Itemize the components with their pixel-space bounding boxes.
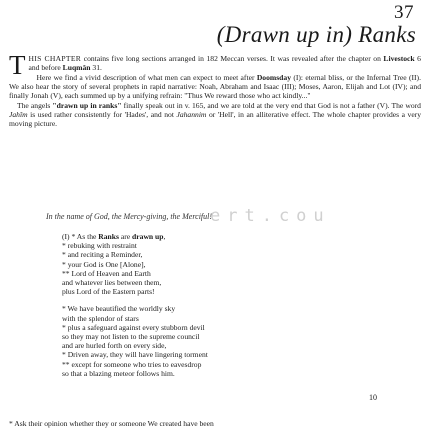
drop-cap: T <box>9 50 26 80</box>
verse-line: * We have beautified the worldly sky <box>62 304 176 314</box>
verse-line: so they may not listen to the supreme council <box>62 332 200 342</box>
verse-line-1: (I) * As the Ranks are drawn up, <box>62 232 166 241</box>
invocation-line: In the name of God, the Mercy-giving, the Merciful! <box>46 212 213 221</box>
verse-line: with the splendor of stars <box>62 313 139 323</box>
verse-number-marker: 10 <box>369 393 377 402</box>
verse-line: ** except for someone who tries to eavesdrop <box>62 359 202 369</box>
verse-line: * plus a safeguard against every stubborn devil <box>62 322 205 332</box>
footnote: * Ask their opinion whether they or someone We created have been <box>9 419 214 428</box>
verse-line: * rebuking with restraint <box>62 241 137 251</box>
verse-line: plus Lord of the Eastern parts! <box>62 287 155 297</box>
intro-paragraph-2: Here we find a vivid description of what men can expect to meet after Doomsday (I): eternal bliss, or the Infernal Tree (II). We also hear the story of several prophets in rapid narrative: Noah, Abraham and Isaac (III); Moses, Aaron, Elijah and Lot (IV); and finally Jonah (V), each summed up by a unifying refrain: "Thus We reward those who act kindly..." <box>9 72 421 101</box>
watermark-text: ert.cou <box>210 206 331 226</box>
verse-line: so that a blazing meteor follows him. <box>62 368 175 378</box>
verse-line: * your God is One [Alone], <box>62 259 146 269</box>
chapter-title: (Drawn up in) Ranks <box>216 22 416 47</box>
chapter-number: 37 <box>394 2 414 23</box>
verse-line: and are hurled forth on every side, <box>62 341 167 351</box>
verse-line: * Driven away, they will have lingering torment <box>62 350 208 360</box>
verse-line: and whatever lies between them, <box>62 278 162 288</box>
chapter-introduction <box>9 50 422 129</box>
verse-line: * and reciting a Reminder, <box>62 250 143 260</box>
verse-line: ** Lord of Heaven and Earth <box>62 268 151 278</box>
intro-paragraph-1: THIS CHAPTER contains five long sections arranged in 182 Meccan verses. It was revealed after the chapter on Livestock 6 and before Luqmân 31. <box>9 50 421 80</box>
stanza-gap <box>62 296 362 304</box>
intro-paragraph-3: The angels "drawn up in ranks" finally speak out in v. 165, and we are told at the very end that God is not a father (V). The word Jahîm is used rather consistently for 'Hades', and not Jahannim or 'Hell', in an alliterative effect. The whole chapter provides a very moving picture. <box>9 100 422 129</box>
verse-block <box>62 232 362 378</box>
